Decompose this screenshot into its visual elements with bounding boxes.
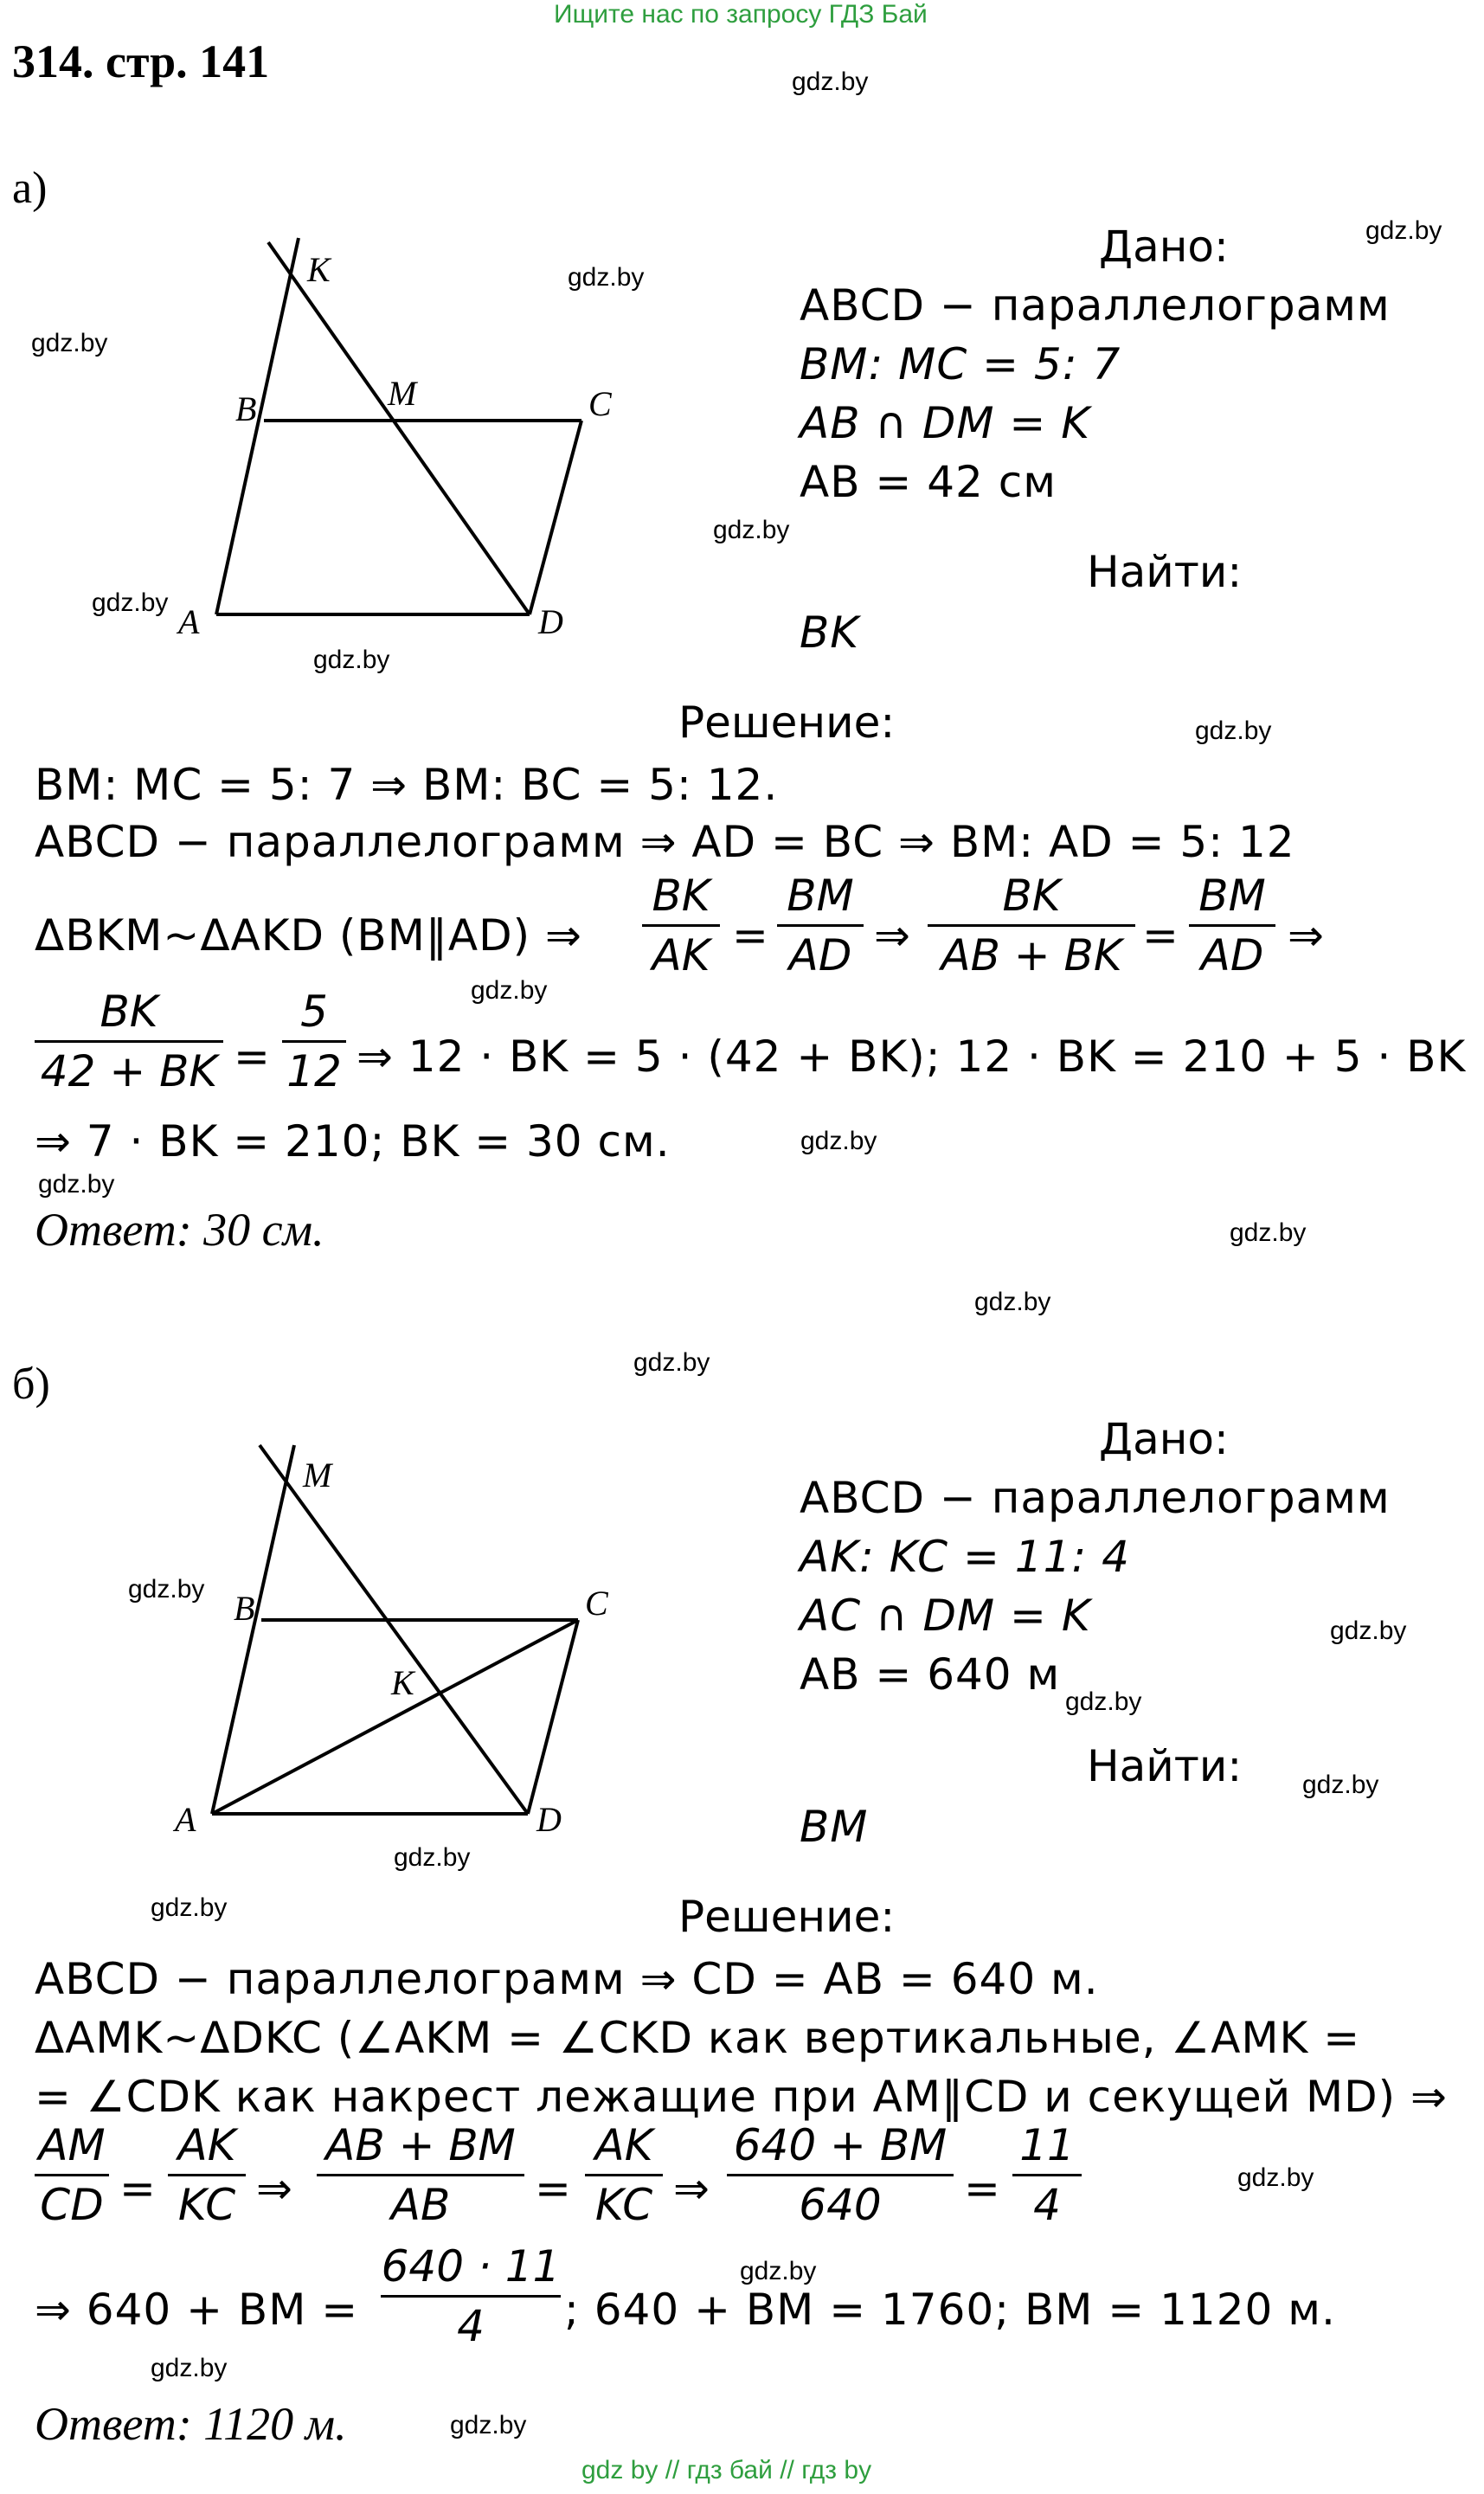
fraction-bm-ad-2: BM AD [1189, 871, 1275, 980]
watermark: gdz.by [1237, 2163, 1314, 2192]
watermark: gdz.by [128, 1575, 205, 1604]
solution-b-line-5-prefix: ⇒ 640 + BM = [35, 2285, 359, 2335]
segment-cd [530, 421, 581, 614]
given-line-b4: AB = 640 м [800, 1649, 1061, 1700]
watermark: gdz.by [151, 1893, 228, 1922]
fraction-ab-plus-bm-ab: AB + BM AB [317, 2120, 524, 2230]
watermark: gdz.by [92, 588, 169, 617]
solution-a-line-3-prefix: ΔBKM~ΔAKD (BM‖AD) ⇒ [35, 910, 582, 961]
fraction-bk-ab-plus-bk: BK AB + BK [928, 871, 1135, 980]
fraction-ak-kc: AK KC [168, 2120, 246, 2230]
find-value-b: BM [800, 1802, 869, 1852]
watermark: gdz.by [151, 2354, 228, 2382]
equals-sign: = [732, 910, 769, 961]
watermark: gdz.by [633, 1348, 710, 1377]
equals-sign: = [119, 2163, 157, 2214]
point-label-a: A [178, 602, 200, 641]
point-label-m: M [388, 374, 417, 413]
implies-sign: ⇒ [256, 2163, 293, 2214]
solution-heading-a: Решение: [678, 697, 896, 748]
solution-a-line-4-tail: ⇒ 12 · BK = 5 · (42 + BK); 12 · BK = 210 + 5 · BK [357, 1032, 1467, 1082]
line-md [260, 1445, 528, 1814]
point-label-c: C [585, 1584, 608, 1623]
given-line-b2: AK: KC = 11: 4 [800, 1532, 1130, 1582]
point-label-m: M [303, 1456, 332, 1494]
line-kd [268, 242, 530, 614]
watermark: gdz.by [713, 516, 790, 544]
given-line-a1: ABCD − параллелограмм [800, 280, 1391, 331]
solution-heading-b: Решение: [678, 1892, 896, 1942]
equals-sign: = [964, 2163, 1001, 2214]
part-a-label: а) [12, 164, 48, 213]
answer-a: Ответ: 30 см. [35, 1204, 324, 1256]
solution-b-line-5-tail: ; 640 + BM = 1760; BM = 1120 м. [564, 2285, 1336, 2335]
given-line-b1: ABCD − параллелограмм [800, 1473, 1391, 1523]
watermark: gdz.by [450, 2411, 527, 2439]
equals-sign: = [1142, 910, 1179, 961]
find-heading-b: Найти: [1087, 1741, 1243, 1791]
solution-b-line-3: = ∠CDK как накрест лежащие при AM‖CD и секущей MD) ⇒ [35, 2072, 1448, 2122]
watermark: gdz.by [568, 263, 645, 292]
watermark: gdz.by [1365, 216, 1442, 245]
line-ak [216, 238, 299, 614]
solution-b-line-1: ABCD − параллелограмм ⇒ CD = AB = 640 м. [35, 1954, 1099, 2004]
implies-sign: ⇒ [874, 910, 911, 961]
fraction-640x11-4: 640 · 11 4 [381, 2241, 561, 2351]
given-line-b3: AC ∩ DM = K [800, 1591, 1091, 1641]
fraction-bk-42-plus-bk: BK 42 + BK [35, 987, 223, 1096]
part-b-label: б) [12, 1359, 50, 1409]
fraction-ak-kc-2: AK KC [585, 2120, 663, 2230]
watermark: gdz.by [1302, 1771, 1379, 1799]
point-label-k: K [391, 1663, 414, 1702]
fraction-bm-ad: BM AD [777, 871, 864, 980]
fraction-am-cd: AM CD [35, 2120, 109, 2230]
page-title: 314. стр. 141 [12, 35, 270, 87]
solution-a-line-2: ABCD − параллелограмм ⇒ AD = BC ⇒ BM: AD = 5: 12 [35, 817, 1295, 867]
watermark: gdz.by [792, 67, 869, 96]
fraction-11-4: 11 4 [1012, 2120, 1082, 2230]
footer-links[interactable]: gdz by // гдз бай // гдз by [581, 2456, 872, 2484]
point-label-d: D [538, 602, 563, 641]
point-label-c: C [588, 384, 612, 423]
watermark: gdz.by [1065, 1687, 1142, 1716]
given-line-a4: AB = 42 см [800, 457, 1057, 507]
diagonal-ac [212, 1620, 578, 1814]
answer-b: Ответ: 1120 м. [35, 2398, 347, 2450]
watermark: gdz.by [1330, 1617, 1407, 1645]
point-label-b: B [235, 389, 257, 428]
watermark: gdz.by [740, 2257, 817, 2285]
watermark: gdz.by [800, 1127, 877, 1155]
find-value-a: BK [800, 607, 860, 658]
point-label-k: K [307, 250, 331, 289]
watermark: gdz.by [394, 1843, 471, 1872]
watermark: gdz.by [1230, 1218, 1307, 1247]
solution-b-line-2: ΔAMK~ΔDKC (∠AKM = ∠CKD как вертикальные, ∠AMK = [35, 2013, 1361, 2063]
watermark: gdz.by [471, 976, 548, 1005]
given-heading-b: Дано: [1099, 1414, 1229, 1464]
implies-sign: ⇒ [1288, 910, 1325, 961]
equals-sign: = [234, 1032, 271, 1082]
watermark: gdz.by [313, 646, 390, 674]
given-heading-a: Дано: [1099, 222, 1229, 272]
solution-a-line-1: BM: MC = 5: 7 ⇒ BM: BC = 5: 12. [35, 760, 779, 810]
parallelogram-figure-a [130, 208, 614, 658]
equals-sign: = [535, 2163, 572, 2214]
point-label-b: B [234, 1589, 255, 1628]
fraction-5-12: 5 12 [282, 987, 346, 1096]
line-am [212, 1445, 294, 1814]
fraction-bk-ak: BK AK [642, 871, 720, 980]
watermark: gdz.by [974, 1288, 1051, 1316]
fraction-640-plus-bm-640: 640 + BM 640 [727, 2120, 954, 2230]
watermark: gdz.by [38, 1170, 115, 1199]
segment-cd [528, 1620, 578, 1814]
point-label-d: D [536, 1800, 562, 1839]
point-label-a: A [175, 1800, 196, 1839]
find-heading-a: Найти: [1087, 547, 1243, 597]
watermark: gdz.by [31, 329, 108, 357]
solution-a-line-5: ⇒ 7 · BK = 210; BK = 30 см. [35, 1116, 671, 1167]
search-hint-link[interactable]: Ищите нас по запросу ГДЗ Бай [554, 0, 928, 29]
parallelogram-figure-b [130, 1428, 614, 1852]
watermark: gdz.by [1195, 717, 1272, 745]
given-line-a2: BM: MC = 5: 7 [800, 339, 1121, 389]
implies-sign: ⇒ [673, 2163, 710, 2214]
given-line-a3: AB ∩ DM = K [800, 398, 1090, 448]
